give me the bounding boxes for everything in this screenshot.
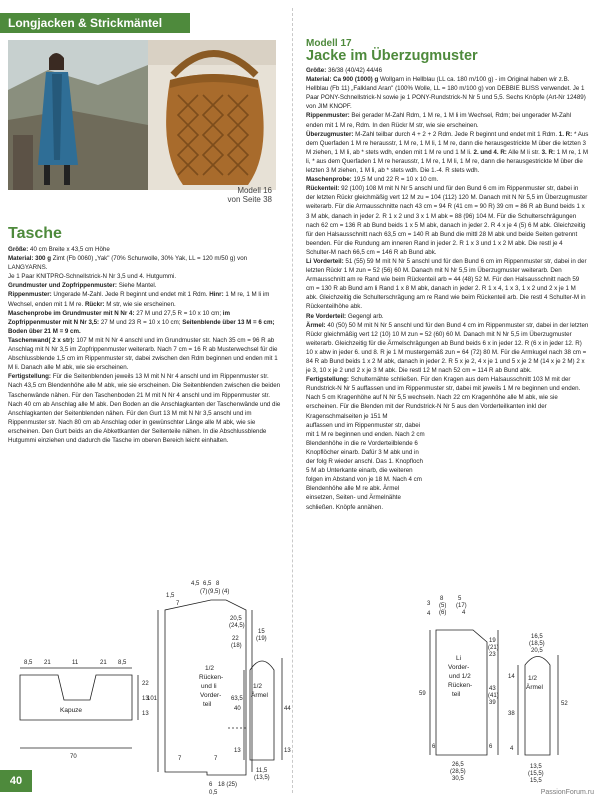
aermel16-label1: 1/2 bbox=[253, 683, 263, 690]
kapuze-d1: 8,5 bbox=[24, 660, 33, 666]
jacke-title: Jacke im Überzugmuster bbox=[306, 48, 478, 64]
jacke-t3: 8 bbox=[440, 596, 444, 602]
aermel17-h4: 4 bbox=[510, 746, 514, 752]
size-label: Größe: bbox=[8, 246, 29, 253]
kapuze-h3: 13 bbox=[142, 711, 149, 717]
jacke-label3: und 1/2 bbox=[449, 673, 471, 680]
material-amount: 300 g bbox=[33, 255, 51, 263]
r1-label: 1. R: bbox=[558, 130, 573, 138]
jacke-label5: teil bbox=[452, 691, 461, 698]
jacke-b2: (28,5) bbox=[450, 769, 466, 775]
jacke-t5: (6) bbox=[439, 610, 447, 616]
mantel-b1: 18 (25) bbox=[218, 782, 238, 788]
hinr-text: 1 M re, 1 M li im Wechsel, enden mit 1 M re. bbox=[8, 291, 270, 308]
aermel16-h4: 13 bbox=[284, 748, 291, 754]
material-label: Material: bbox=[306, 76, 332, 84]
jacke-shape bbox=[436, 630, 487, 755]
aermel16-t1: 15 bbox=[258, 629, 265, 635]
caption-page-ref: von Seite 38 bbox=[227, 195, 272, 204]
fs-text: Für die Seitenblenden jeweils 13 M mit N Nr 4 anschl und im Rippenmuster str. Nach 43,5 cm Blendenhöhe alle M abk, wie sie erscheinen. Die Seitenblenden zwischen die beiden Taschenwände nähen. Für den Taschenboden 21 M mit N Nr 4 anschl und im Rippenmuster str. Nach 40 cm ab Anschlag alle M abk. Den Boden an die Anschlagkanten der Taschenwände und die Anschlagkanten der Seitenblenden nähen. Für den Gurt 13 M mit N Nr 3,5 anschl und im Rippenmuster str. Nach 80 cm ab Anschlag oder in gewünschter Länge alle M abk, wie sie erscheinen. Den Gurt beids an die Abkettkanten der Seitenteile nähen. In die Abschlussblende Hutgummi einziehen und dadurch die Tasche im oberen Bereich leicht einhalten. bbox=[8, 373, 281, 444]
mp-label: Maschenprobe: bbox=[306, 176, 352, 184]
size-value: 40 cm Breite x 43,5 cm Höhe bbox=[28, 246, 110, 253]
product-photo bbox=[8, 40, 276, 190]
mantel-s5: 22 bbox=[232, 636, 239, 642]
jacke-h3: (41) bbox=[488, 693, 499, 699]
tasche-maschenprobe bbox=[8, 309, 284, 336]
hinr-label: Hinr: bbox=[209, 291, 224, 299]
fs-label: Fertigstellung: bbox=[8, 373, 51, 381]
schematics bbox=[0, 560, 600, 800]
material-text: Zimt (Fb 0060) „Yak" (70% Schurwolle, 30% Yak, LL = 120 m/50 g) von LANGYARNS. bbox=[8, 255, 248, 272]
mantel-b3: 0,5 bbox=[209, 790, 218, 796]
jacke-ueberzug bbox=[306, 130, 589, 175]
tasche-instructions bbox=[8, 225, 284, 445]
jacke-li-vorderteil bbox=[306, 257, 589, 312]
jacke-instructions bbox=[306, 38, 589, 512]
mp2-text: 27 M und 23 R = 10 x 10 cm; bbox=[99, 318, 181, 326]
jacke-label1: Li bbox=[456, 655, 462, 662]
modell-number: Modell 17 bbox=[306, 38, 352, 49]
aermel16-label2: Ärmel bbox=[251, 692, 268, 699]
kapuze-d2: 21 bbox=[44, 660, 51, 666]
mantel-label5: teil bbox=[203, 701, 212, 708]
jacke-rueckenteil bbox=[306, 184, 589, 257]
tasche-needles: Je 1 Paar KNITPRO-Schnellstrick-N Nr 3,5 und 4. Hutgummi. bbox=[8, 273, 177, 281]
rv-label: Re Vorderteil: bbox=[306, 312, 347, 320]
material-amount: Ca 900 (1000) g bbox=[331, 76, 379, 84]
jacke-material bbox=[306, 75, 589, 111]
kapuze-h1: 22 bbox=[142, 681, 149, 687]
mantel-t5: (9,5) bbox=[208, 589, 221, 595]
mp-text: 27 M und 27,5 R = 10 x 10 cm; bbox=[134, 309, 222, 317]
tasche-size bbox=[8, 245, 284, 254]
mantel-h4: 7 bbox=[214, 756, 218, 762]
mantel-s2: 7 bbox=[176, 601, 180, 607]
size-label: Größe: bbox=[306, 67, 327, 74]
ueberzug-a: M-Zahl teilbar durch 4 + 2 + 2 Rdm. Jede R beginnt und endet mit 1 Rdm. bbox=[353, 130, 558, 138]
aermel17-shape bbox=[525, 657, 550, 756]
size-value: 36/38 (40/42) 44/46 bbox=[326, 67, 383, 74]
jacke-h4: 39 bbox=[489, 700, 496, 706]
rueckr-text: M str, wie sie erscheinen. bbox=[104, 300, 176, 308]
jacke-h1: 59 bbox=[419, 691, 426, 697]
jacke-b1: 26,5 bbox=[452, 762, 464, 768]
grundmuster-label: Grundmuster und Zopfrippenmuster: bbox=[8, 282, 117, 290]
mantel-t4: (7) bbox=[200, 589, 208, 595]
aermel16-t2: (19) bbox=[256, 636, 267, 642]
tw-label: Taschenwand( 2 x str): bbox=[8, 336, 75, 344]
caption-model: Modell 16 bbox=[237, 186, 272, 195]
mp2-label: im Zopfrippenmuster mit N Nr 3,5: bbox=[8, 309, 231, 326]
jacke-t2: 4 bbox=[427, 611, 431, 617]
jacke-aermel bbox=[306, 321, 589, 376]
jacke-h2: 43 bbox=[489, 686, 496, 692]
jacke-re-vorderteil bbox=[306, 312, 589, 321]
aermel17-b3: 15,5 bbox=[530, 778, 542, 784]
rt-text: 92 (100) 108 M mit N Nr 5 anschl und für den Bund 6 cm im Rippenmuster str, dabei in der letzten Rückr gleichmäßig vert 12 M zu = 104 (112) 120 M. Danach mit N Nr 5,5 im Überzugmuster weiterarb. Für die Armausschnitte nach 43 cm = 94 R (41 cm = 90 R) 39 cm = 86 R ab Bund beids 1 x 3 M abk, danach in jeder 2. R 1 x 2 und 3 x 1 M abk = 88 (96) 104 M. Für die Schulterschrägungen nach 62 cm = 136 R ab Bund beids 1 x 5 M abk, danach in jeder 2. R 4 x je 4 (5) 6 M abk. Gleichzeitig für den Halsausschnitt nach 63,5 cm = 140 R ab Bund die mittl 28 M abk und beide Seiten getrennt beenden. Für die Rundung am inneren Rand in jeder 2. R 1 x 3 und 1 x 2 M abk. Die restl je 4 Schulter-M nach 66,5 cm = 146 R ab Bund abk. bbox=[306, 185, 588, 256]
rippen-label: Rippenmuster: bbox=[8, 291, 52, 299]
mantel-s1: 1,5 bbox=[166, 593, 175, 599]
aermel16-h3: 13 bbox=[234, 748, 241, 754]
aermel16-b2: (13,5) bbox=[254, 775, 270, 781]
jacke-size bbox=[306, 66, 589, 75]
rippen-text: Bei gerader M-Zahl Rdm, 1 M re, 1 M li im Wechsel, Rdm; bei ungerader M-Zahl enden mit 1 M re, Rdm. In den Rückr M str, wie sie erscheinen. bbox=[306, 112, 572, 129]
aermel17-label2: Ärmel bbox=[526, 684, 543, 691]
jacke-s1: 19 bbox=[489, 638, 496, 644]
jacke-b3: 30,5 bbox=[452, 776, 464, 782]
aermel17-b2: (15,5) bbox=[528, 771, 544, 777]
mantel-label2: Rücken- bbox=[199, 674, 224, 681]
jacke-t7: (17) bbox=[456, 603, 467, 609]
ueberzug-b: * Aus dem Querfaden 1 M re herausstr, 1 M re, 1 M li, 1 M re, dann die herausgestrickte M über die letzten 3 M ziehen, 1 M li, ab * stets wdh, enden mit 1 M re und 1 M li. bbox=[306, 130, 589, 156]
jacke-label2: Vorder- bbox=[448, 664, 470, 671]
aermel16-h2: 44 bbox=[284, 706, 291, 712]
mantel-t2: 6,5 bbox=[203, 581, 212, 587]
mantel-s3: 20,5 bbox=[230, 616, 242, 622]
aermel16-shape bbox=[250, 661, 274, 760]
fs-text-a: Schulternähte schließen. Für den Kragen aus dem Halsausschnitt 103 M mit der Rundstrick-N Nr 5 auffassen und im Rippenmuster str, dabei mit jeweils 1 M re beginnen und enden. Nach 5 cm Kragenhöhe auf N Nr 5,5 wechseln. Nach 22 cm Kragenhöhe alle M abk, wie sie erscheinen. Für die Blenden mit der Rundstrick-N Nr 5 aus den Vorderteilkanten inkl der Kragenschmalseiten je 151 M bbox=[306, 376, 581, 420]
rippen-label: Rippenmuster: bbox=[306, 112, 350, 120]
aermel17-h1: 14 bbox=[508, 674, 515, 680]
mantel-t3: 8 bbox=[216, 581, 220, 587]
aermel17-t2: (18,5) bbox=[529, 641, 545, 647]
lv-text: 51 (55) 59 M mit N Nr 5 anschl und für den Bund 6 cm im Rippenmuster str, dabei in der letzten Rückr 1 M zun = 52 (56) 60 M. Danach mit N Nr 5,5 im Überzugmuster weiterarb. Den Armausschnitt am re Rand wie beim Rückenteil arb = 44 (48) 52 M. Für den Halsausschnitt nach 59 cm = 130 R ab Bund am li Rand 1 x 8 M abk, danach in jeder 2. R 1 x 4, 1 x 3, 1 x 2 und 2 x je 1 M abk. Gleichzeitig die Schulterschrägung am re Rand wie beim Rückenteil arb. Die restl 4 Schulter-M in Rückenteilhöhe abk. bbox=[306, 257, 587, 311]
r24-text: Alle M li str. bbox=[506, 148, 540, 156]
jacke-fertig-continued: auffassen und im Rippenmuster str, dabei mit 1 M re beginnen und enden. Nach 2 cm Blendenhöhe in die re Vorderteilblende 6 Knopflöcher einarb. Dafür 3 M abk und in der folg R wieder anschl. Das 1. Knopfloch 5 M ab Unterkante einarb, die weiteren folgen im Abstand von je 18 M. Nach 4 cm Blendenhöhe alle M re abk. Ärmel einsetzen, Seiten- und Ärmelnähte schließen. Knöpfe annähen. bbox=[306, 421, 425, 511]
aermel17-label1: 1/2 bbox=[528, 675, 538, 682]
rueckr-label: Rückr: bbox=[84, 300, 105, 308]
mantel-s4: (24,5) bbox=[229, 623, 245, 629]
watermark-credit: PassionForum.ru bbox=[540, 789, 594, 796]
mantel-b2: 6 bbox=[209, 782, 213, 788]
kapuze-d4: 21 bbox=[100, 660, 107, 666]
tasche-wand bbox=[8, 336, 284, 372]
r24-label: 2. und 4. R: bbox=[473, 148, 507, 156]
ae-label: Ärmel: bbox=[306, 321, 326, 329]
jacke-rippen bbox=[306, 111, 589, 129]
r3-text: 1 M re, 1 M li, * aus dem Querfaden 1 M re herausstr, 1 M re, 1 M li, 1 M re, dann die herausgestrickte M über die letzten 3 M ziehen, 1 M li, ab * stets wdh. Die 1.-4. R stets wdh. bbox=[306, 148, 589, 175]
mp-label: Maschenprobe im Grundmuster mit N Nr 4: bbox=[8, 309, 135, 317]
mantel-t1: 4,5 bbox=[191, 581, 200, 587]
kapuze-d3: 11 bbox=[72, 660, 79, 666]
aermel16-h1: 40 bbox=[234, 706, 241, 712]
jacke-s3: 23 bbox=[489, 652, 496, 658]
aermel17-t1: 16,5 bbox=[531, 634, 543, 640]
photo-illustration bbox=[8, 40, 276, 190]
mantel-h2: 63,5 bbox=[231, 696, 243, 702]
jacke-maschenprobe bbox=[306, 175, 589, 184]
mp-text: 19,5 M und 22 R = 10 x 10 cm. bbox=[351, 176, 439, 184]
aermel16-b1: 11,5 bbox=[256, 768, 268, 774]
kapuze-label: Kapuze bbox=[60, 707, 83, 714]
jacke-b4: 6 bbox=[489, 744, 493, 750]
ueberzug-label: Überzugmuster: bbox=[306, 130, 354, 138]
aermel17-h2: 38 bbox=[508, 711, 515, 717]
tasche-grundmuster bbox=[8, 281, 284, 290]
jacke-t8: 4 bbox=[462, 610, 466, 616]
kapuze-width: 70 bbox=[70, 754, 77, 760]
jacke-label4: Rücken- bbox=[448, 682, 473, 689]
seitenblende: Seitenblende über 13 M = 6 cm; Boden über 21 M = 9 cm. bbox=[8, 318, 275, 335]
mantel-label3: und li bbox=[201, 683, 217, 690]
mantel-label4: Vorder- bbox=[200, 692, 222, 699]
jacke-t6: 5 bbox=[458, 596, 462, 602]
mantel-t6: (4) bbox=[222, 589, 230, 595]
jacke-h5: 6 bbox=[432, 744, 436, 750]
material-text: Wollgarn in Hellblau (LL ca. 180 m/100 g) - im Original haben wir z.B. Hellblau (Fb 11) „Falkland Aran" (100% Wolle, LL = 180 m/100 g) von DEBBIE BLISS verwendet. Je 1 Paar PONY-Schnellstrick-N sowie je 1 PONY-Rundstrick-N Nr 5 und 5,5. Sechs Knöpfe (Art-Nr 12489) von JIM KNOPF. bbox=[306, 76, 586, 111]
material-label: Material: bbox=[8, 255, 34, 263]
kapuze-d5: 8,5 bbox=[118, 660, 127, 666]
rt-label: Rückenteil: bbox=[306, 185, 340, 193]
rv-text: Gegengl arb. bbox=[346, 312, 384, 320]
aermel17-h3: 52 bbox=[561, 701, 568, 707]
kapuze-h2: 13 bbox=[142, 696, 149, 702]
grundmuster-text: Siehe Mantel. bbox=[116, 282, 157, 290]
ae-text: 40 (50) 50 M mit N Nr 5 anschl und für den Bund 4 cm im Rippenmuster str, dabei in der letzten Rückr gleichmäßig vert 12 (10) 10 M zun = 52 (60) 60 M. Danach mit N Nr 5,5 im Überzugmuster weiterarb. Gleichzeitig für die Ärmelschrägungen ab Bund beids 6 x in jeder 12. R (6 x in jeder 12. R) 10 x abw in jeder 6. und 8. R je 1 M mustergemäß zun = 64 (72) 80 M. Für die Armkugel nach 38 cm = 84 R ab Bund beids 1 x 2 M abk, danach in jeder 2. R 5 x je 2, 4 x je 1 und 5 x je 2 M (14 x je 2 M) 2 x je 3, 10 x je 2 und 2 x je 3 M abk. Die restl 12 M nach 52 cm = 114 R ab Bund abk. bbox=[306, 321, 589, 375]
aermel17-t3: 20,5 bbox=[531, 648, 543, 654]
jacke-t4: (5) bbox=[439, 603, 447, 609]
section-header: Longjacken & Strickmäntel bbox=[0, 13, 190, 33]
mantel-s6: (18) bbox=[231, 643, 242, 649]
tasche-rippen bbox=[8, 290, 284, 308]
tasche-title: Tasche bbox=[8, 225, 62, 242]
mantel-h3: 7 bbox=[178, 756, 182, 762]
lv-label: Li Vorderteil: bbox=[306, 257, 344, 265]
jacke-t1: 3 bbox=[427, 601, 431, 607]
rippen-text: Ungerade M-Zahl. Jede R beginnt und endet mit 1 Rdm. bbox=[51, 291, 208, 299]
page-number: 40 bbox=[0, 770, 32, 792]
r3-label: 3. R: bbox=[541, 148, 556, 156]
mantel-h1: 101 bbox=[147, 696, 158, 702]
tasche-material bbox=[8, 254, 284, 272]
tw-text: 107 M mit N Nr 4 anschl und im Grundmuster str. Nach 35 cm = 96 R ab Anschlag mit N Nr 3,5 im Zopfrippenmuster weiterarb. Nach 7 cm = 16 R ab Musterwechsel für die Abschlussblende 1,5 cm im Rippenmuster str, dabei zwischen den Rdm beginnen und enden mit 1 M li. Danach alle M abk, wie sie erscheinen. bbox=[8, 336, 278, 372]
jacke-s2: (21) bbox=[488, 645, 499, 651]
tasche-fertig bbox=[8, 372, 284, 445]
photo-caption bbox=[150, 186, 272, 204]
mantel-label1: 1/2 bbox=[205, 665, 215, 672]
jacke-fertig bbox=[306, 375, 589, 420]
aermel17-b1: 13,5 bbox=[530, 764, 542, 770]
fs-label: Fertigstellung: bbox=[306, 376, 349, 384]
